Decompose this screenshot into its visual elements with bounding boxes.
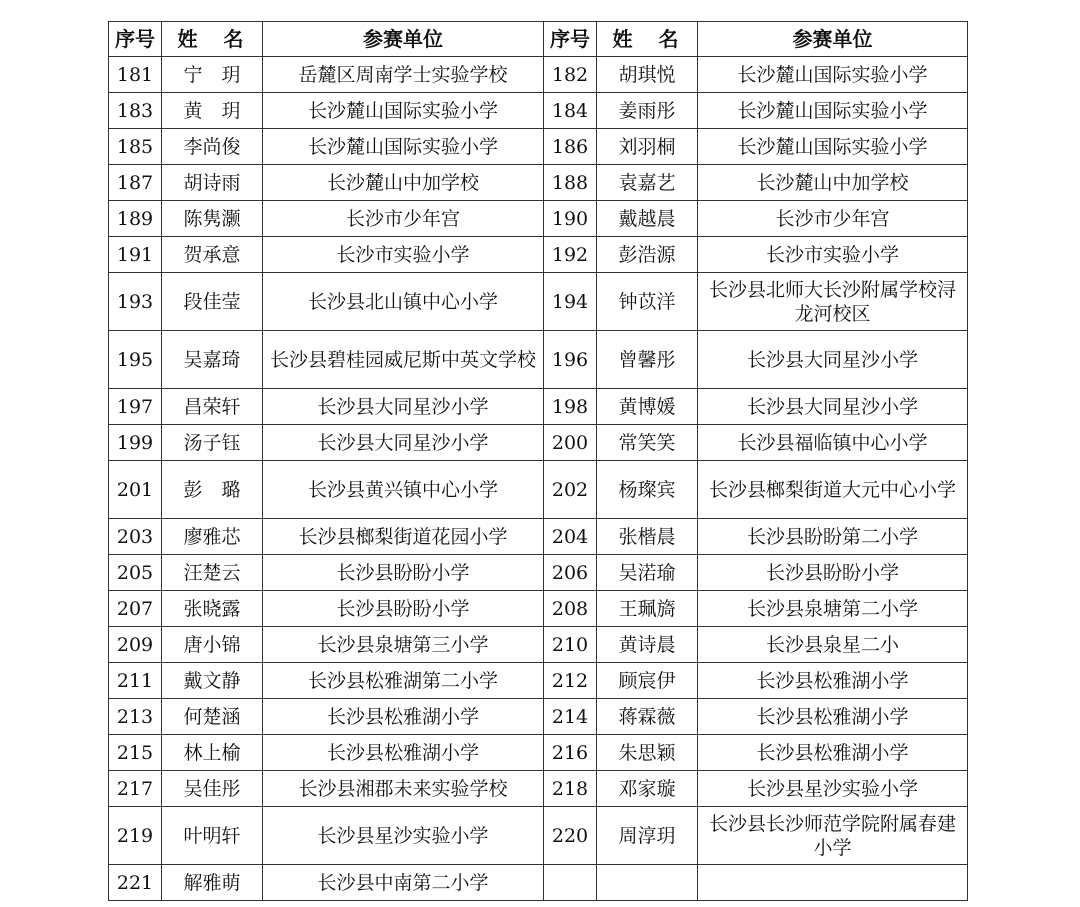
cell-unit: 长沙县福临镇中心小学 <box>698 425 968 461</box>
cell-unit: 长沙县黄兴镇中心小学 <box>263 461 544 519</box>
cell-unit: 长沙县松雅湖小学 <box>698 663 968 699</box>
cell-name: 廖雅芯 <box>162 519 263 555</box>
table-row <box>109 165 968 201</box>
cell-unit: 长沙麓山中加学校 <box>698 165 968 201</box>
cell-unit: 长沙市少年宫 <box>698 201 968 237</box>
cell-unit: 长沙县盼盼小学 <box>698 555 968 591</box>
cell-name: 何楚涵 <box>162 699 263 735</box>
cell-unit: 长沙县大同星沙小学 <box>263 425 544 461</box>
header-no-left: 序号 <box>109 22 162 57</box>
cell-unit: 长沙县大同星沙小学 <box>263 389 544 425</box>
header-name-right: 姓 名 <box>597 22 698 57</box>
cell-name: 蒋霖薇 <box>597 699 698 735</box>
cell-no: 194 <box>544 273 597 331</box>
cell-unit: 长沙县泉星二小 <box>698 627 968 663</box>
table-row <box>109 591 968 627</box>
cell-no: 195 <box>109 331 162 389</box>
cell-name: 刘羽桐 <box>597 129 698 165</box>
cell-no: 212 <box>544 663 597 699</box>
cell-name: 戴文静 <box>162 663 263 699</box>
cell-unit: 长沙县大同星沙小学 <box>698 389 968 425</box>
cell-name: 袁嘉艺 <box>597 165 698 201</box>
table-row <box>109 331 968 389</box>
cell-no: 188 <box>544 165 597 201</box>
cell-name: 胡琪悦 <box>597 57 698 93</box>
cell-name: 昌荣轩 <box>162 389 263 425</box>
cell-no: 214 <box>544 699 597 735</box>
cell-unit: 长沙县松雅湖小学 <box>698 735 968 771</box>
cell-unit: 长沙县星沙实验小学 <box>263 807 544 865</box>
cell-name: 钟苡洋 <box>597 273 698 331</box>
cell-unit: 长沙县泉塘第二小学 <box>698 591 968 627</box>
table-row <box>109 273 968 331</box>
cell-unit: 长沙市少年宫 <box>263 201 544 237</box>
cell-no: 216 <box>544 735 597 771</box>
cell-unit: 长沙县松雅湖小学 <box>698 699 968 735</box>
cell-name: 贺承意 <box>162 237 263 273</box>
cell-name: 曾馨彤 <box>597 331 698 389</box>
table-row <box>109 389 968 425</box>
cell-unit: 长沙县北山镇中心小学 <box>263 273 544 331</box>
roster-table <box>108 21 968 901</box>
cell-no: 215 <box>109 735 162 771</box>
cell-name <box>597 865 698 901</box>
cell-unit: 长沙麓山中加学校 <box>263 165 544 201</box>
cell-unit: 长沙县松雅湖小学 <box>263 699 544 735</box>
cell-name: 叶明轩 <box>162 807 263 865</box>
cell-unit: 长沙麓山国际实验小学 <box>698 129 968 165</box>
cell-no: 213 <box>109 699 162 735</box>
cell-no: 205 <box>109 555 162 591</box>
table-row <box>109 699 968 735</box>
cell-no: 187 <box>109 165 162 201</box>
cell-no: 207 <box>109 591 162 627</box>
table-row <box>109 807 968 865</box>
cell-name: 吴嘉琦 <box>162 331 263 389</box>
cell-unit: 岳麓区周南学士实验学校 <box>263 57 544 93</box>
cell-no: 210 <box>544 627 597 663</box>
header-unit-left: 参赛单位 <box>263 22 544 57</box>
table-row <box>109 735 968 771</box>
cell-name: 宁 玥 <box>162 57 263 93</box>
cell-unit: 长沙麓山国际实验小学 <box>263 129 544 165</box>
header-no-right: 序号 <box>544 22 597 57</box>
cell-name: 段佳莹 <box>162 273 263 331</box>
cell-unit: 长沙县泉塘第三小学 <box>263 627 544 663</box>
cell-no: 190 <box>544 201 597 237</box>
cell-name: 黄诗晨 <box>597 627 698 663</box>
cell-name: 汪楚云 <box>162 555 263 591</box>
cell-name: 林上榆 <box>162 735 263 771</box>
cell-no: 221 <box>109 865 162 901</box>
header-name-left: 姓 名 <box>162 22 263 57</box>
cell-no: 201 <box>109 461 162 519</box>
cell-name: 张楷晨 <box>597 519 698 555</box>
cell-no: 199 <box>109 425 162 461</box>
cell-no: 204 <box>544 519 597 555</box>
cell-name: 周淳玥 <box>597 807 698 865</box>
cell-unit: 长沙县盼盼第二小学 <box>698 519 968 555</box>
cell-no: 183 <box>109 93 162 129</box>
table-row <box>109 93 968 129</box>
table-row <box>109 663 968 699</box>
cell-no: 220 <box>544 807 597 865</box>
cell-unit <box>698 865 968 901</box>
cell-no: 218 <box>544 771 597 807</box>
cell-no: 193 <box>109 273 162 331</box>
cell-no <box>544 865 597 901</box>
table-row <box>109 237 968 273</box>
cell-name: 彭浩源 <box>597 237 698 273</box>
table-row <box>109 461 968 519</box>
cell-name: 姜雨彤 <box>597 93 698 129</box>
cell-unit: 长沙麓山国际实验小学 <box>698 93 968 129</box>
cell-no: 184 <box>544 93 597 129</box>
cell-no: 196 <box>544 331 597 389</box>
cell-no: 211 <box>109 663 162 699</box>
cell-no: 203 <box>109 519 162 555</box>
table-row <box>109 555 968 591</box>
table-row <box>109 129 968 165</box>
table-row <box>109 425 968 461</box>
table-row <box>109 627 968 663</box>
cell-name: 解雅萌 <box>162 865 263 901</box>
table-row <box>109 771 968 807</box>
header-unit-right: 参赛单位 <box>698 22 968 57</box>
cell-no: 189 <box>109 201 162 237</box>
table-header-row <box>109 22 968 57</box>
cell-name: 王珮旖 <box>597 591 698 627</box>
cell-unit: 长沙县长沙师范学院附属春建小学 <box>698 807 968 865</box>
cell-name: 戴越晨 <box>597 201 698 237</box>
cell-unit: 长沙县碧桂园威尼斯中英文学校 <box>263 331 544 389</box>
cell-no: 208 <box>544 591 597 627</box>
cell-no: 217 <box>109 771 162 807</box>
cell-unit: 长沙县大同星沙小学 <box>698 331 968 389</box>
cell-name: 朱思颖 <box>597 735 698 771</box>
cell-name: 黄博媛 <box>597 389 698 425</box>
cell-unit: 长沙县榔梨街道花园小学 <box>263 519 544 555</box>
table-row <box>109 519 968 555</box>
cell-name: 陈隽灏 <box>162 201 263 237</box>
cell-no: 206 <box>544 555 597 591</box>
cell-no: 209 <box>109 627 162 663</box>
cell-unit: 长沙县北师大长沙附属学校浔龙河校区 <box>698 273 968 331</box>
cell-name: 李尚俊 <box>162 129 263 165</box>
cell-unit: 长沙市实验小学 <box>698 237 968 273</box>
cell-unit: 长沙麓山国际实验小学 <box>263 93 544 129</box>
cell-name: 彭 璐 <box>162 461 263 519</box>
cell-no: 181 <box>109 57 162 93</box>
cell-no: 200 <box>544 425 597 461</box>
roster-table-container <box>108 21 968 901</box>
cell-name: 张晓露 <box>162 591 263 627</box>
table-row <box>109 201 968 237</box>
table-row <box>109 57 968 93</box>
cell-no: 191 <box>109 237 162 273</box>
cell-unit: 长沙县星沙实验小学 <box>698 771 968 807</box>
cell-no: 202 <box>544 461 597 519</box>
cell-unit: 长沙县松雅湖小学 <box>263 735 544 771</box>
cell-unit: 长沙市实验小学 <box>263 237 544 273</box>
cell-unit: 长沙县盼盼小学 <box>263 555 544 591</box>
cell-unit: 长沙县盼盼小学 <box>263 591 544 627</box>
cell-name: 胡诗雨 <box>162 165 263 201</box>
cell-no: 182 <box>544 57 597 93</box>
table-row <box>109 865 968 901</box>
cell-name: 黄 玥 <box>162 93 263 129</box>
cell-no: 198 <box>544 389 597 425</box>
cell-name: 常笑笑 <box>597 425 698 461</box>
cell-name: 杨璨宾 <box>597 461 698 519</box>
cell-name: 邓家璇 <box>597 771 698 807</box>
cell-unit: 长沙县湘郡未来实验学校 <box>263 771 544 807</box>
cell-no: 185 <box>109 129 162 165</box>
cell-unit: 长沙麓山国际实验小学 <box>698 57 968 93</box>
cell-name: 吴佳彤 <box>162 771 263 807</box>
cell-no: 192 <box>544 237 597 273</box>
cell-no: 186 <box>544 129 597 165</box>
cell-unit: 长沙县中南第二小学 <box>263 865 544 901</box>
cell-no: 219 <box>109 807 162 865</box>
cell-no: 197 <box>109 389 162 425</box>
cell-unit: 长沙县松雅湖第二小学 <box>263 663 544 699</box>
cell-name: 顾宸伊 <box>597 663 698 699</box>
cell-name: 汤子钰 <box>162 425 263 461</box>
cell-name: 唐小锦 <box>162 627 263 663</box>
cell-name: 吴渃瑜 <box>597 555 698 591</box>
cell-unit: 长沙县榔梨街道大元中心小学 <box>698 461 968 519</box>
